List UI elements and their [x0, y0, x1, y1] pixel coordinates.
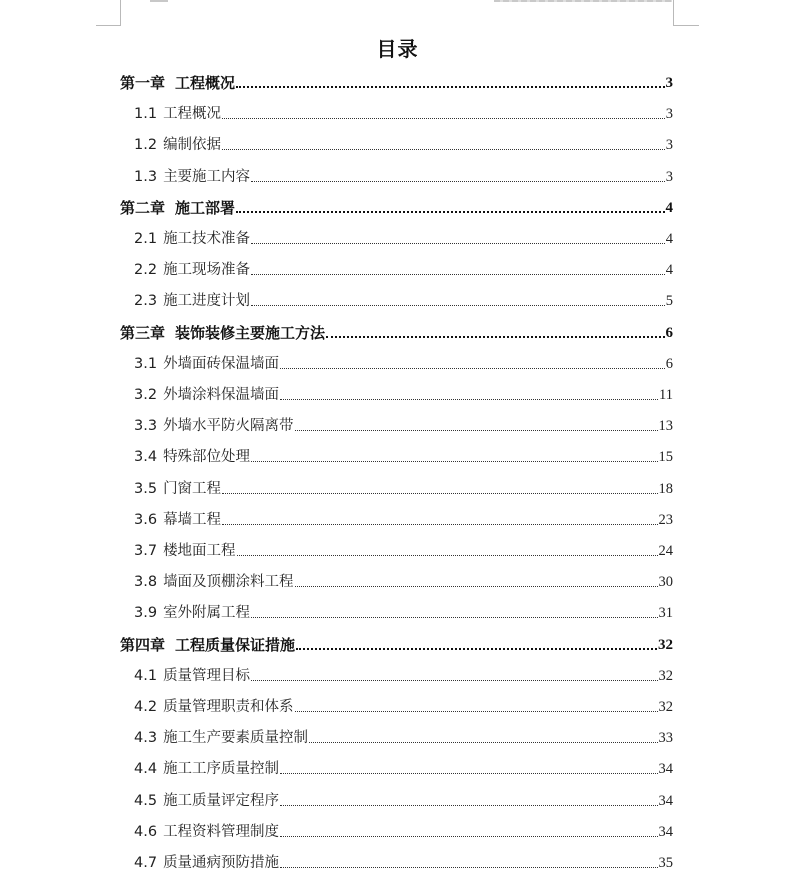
- toc-dot-leader: [251, 679, 657, 681]
- crop-mark-left-vertical: [120, 0, 121, 26]
- toc-dot-leader: [295, 429, 658, 431]
- toc-section-entry[interactable]: [134, 353, 673, 375]
- toc-section-entry[interactable]: [134, 509, 673, 531]
- toc-page-number: 6: [665, 325, 673, 341]
- toc-section-entry[interactable]: [134, 821, 673, 843]
- toc-page-number: 11: [659, 387, 673, 403]
- crop-mark-left-horizontal: [96, 25, 121, 26]
- toc-section-entry[interactable]: [134, 228, 673, 250]
- toc-entry-number: 1.3: [134, 169, 158, 185]
- toc-entry-number: 2.3: [134, 293, 158, 309]
- toc-section-entry[interactable]: [134, 727, 673, 749]
- toc-entry-text: 外墙水平防火隔离带: [163, 418, 294, 434]
- toc-title: 目录: [376, 37, 419, 61]
- toc-page-number: 32: [658, 637, 673, 653]
- toc-page-number: 15: [658, 449, 673, 465]
- toc-entry-text: 外墙面砖保温墙面: [163, 356, 280, 372]
- toc-page-number: 3: [665, 75, 673, 91]
- toc-entry-text: 工程概况: [175, 74, 236, 92]
- toc-chapter-entry[interactable]: [120, 72, 673, 94]
- toc-entry-text: 工程资料管理制度: [163, 824, 280, 840]
- toc-section-entry[interactable]: [134, 290, 673, 312]
- toc-entry-number: 3.6: [134, 512, 158, 528]
- toc-page-number: 4: [665, 262, 673, 278]
- toc-dot-leader: [236, 210, 664, 213]
- toc-entry-text: 施工技术准备: [163, 231, 251, 247]
- toc-entry-text: 质量管理职责和体系: [163, 699, 294, 715]
- toc-chapter-entry[interactable]: [120, 634, 673, 656]
- toc-dot-leader: [251, 460, 657, 462]
- toc-section-entry[interactable]: [134, 415, 673, 437]
- toc-entry-number: 4.3: [134, 730, 158, 746]
- toc-page-number: 3: [665, 169, 673, 185]
- toc-page-number: 5: [665, 293, 673, 309]
- toc-dot-leader: [222, 117, 665, 119]
- toc-entry-number: 3.4: [134, 449, 158, 465]
- toc-dot-leader: [251, 273, 665, 275]
- toc-entry-text: 装饰装修主要施工方法: [175, 324, 326, 342]
- toc-page-number: 34: [658, 761, 673, 777]
- toc-page-number: 33: [658, 730, 673, 746]
- toc-entry-text: 施工部署: [175, 199, 236, 217]
- toc-dot-leader: [236, 85, 664, 88]
- toc-dot-leader: [309, 741, 657, 743]
- toc-entry-number: 3.5: [134, 481, 158, 497]
- toc-entry-number: 第四章: [120, 636, 166, 654]
- toc-entry-number: 4.1: [134, 668, 158, 684]
- toc-section-entry[interactable]: [134, 665, 673, 687]
- header-fragment-right: [494, 0, 672, 2]
- toc-page-number: 23: [658, 512, 673, 528]
- toc-section-entry[interactable]: [134, 384, 673, 406]
- toc-entry-number: 3.1: [134, 356, 158, 372]
- toc-dot-leader: [326, 335, 664, 338]
- toc-page-number: 32: [658, 668, 673, 684]
- toc-page-number: 4: [665, 200, 673, 216]
- toc-entry-number: 3.9: [134, 605, 158, 621]
- toc-entry-text: 室外附属工程: [163, 605, 251, 621]
- toc-section-entry[interactable]: [134, 103, 673, 125]
- toc-entry-number: 1.2: [134, 137, 158, 153]
- crop-mark-right-vertical: [673, 0, 674, 26]
- toc-dot-leader: [251, 304, 665, 306]
- toc-page-number: 4: [665, 231, 673, 247]
- toc-section-entry[interactable]: [134, 446, 673, 468]
- toc-entry-text: 施工生产要素质量控制: [163, 730, 309, 746]
- toc-dot-leader: [251, 242, 665, 244]
- toc-page-number: 34: [658, 793, 673, 809]
- toc-entry-text: 特殊部位处理: [163, 449, 251, 465]
- toc-dot-leader: [295, 710, 658, 712]
- toc-entry-text: 施工质量评定程序: [163, 793, 280, 809]
- toc-entry-text: 编制依据: [163, 137, 222, 153]
- toc-dot-leader: [251, 180, 665, 182]
- toc-page-number: 32: [658, 699, 673, 715]
- toc-entry-number: 3.2: [134, 387, 158, 403]
- toc-section-entry[interactable]: [134, 478, 673, 500]
- toc-entry-text: 主要施工内容: [163, 169, 251, 185]
- toc-chapter-entry[interactable]: [120, 322, 673, 344]
- toc-page-number: 13: [658, 418, 673, 434]
- toc-dot-leader: [280, 804, 657, 806]
- toc-section-entry[interactable]: [134, 166, 673, 188]
- toc-dot-leader: [280, 398, 658, 400]
- toc-page-number: 6: [665, 356, 673, 372]
- toc-entry-text: 施工进度计划: [163, 293, 251, 309]
- toc-entry-number: 第二章: [120, 199, 166, 217]
- toc-page-number: 31: [658, 605, 673, 621]
- toc-section-entry[interactable]: [134, 696, 673, 718]
- toc-entry-number: 2.2: [134, 262, 158, 278]
- toc-entry-text: 墙面及顶棚涂料工程: [163, 574, 294, 590]
- toc-dot-leader: [295, 585, 658, 587]
- toc-entry-number: 3.3: [134, 418, 158, 434]
- toc-section-entry[interactable]: [134, 259, 673, 281]
- toc-page-number: 18: [658, 481, 673, 497]
- toc-page-number: 35: [658, 855, 673, 871]
- toc-page-number: 24: [658, 543, 673, 559]
- toc-section-entry[interactable]: [134, 852, 673, 874]
- toc-dot-leader: [237, 554, 658, 556]
- toc-entry-number: 2.1: [134, 231, 158, 247]
- toc-section-entry[interactable]: [134, 134, 673, 156]
- toc-page-number: 3: [665, 137, 673, 153]
- toc-dot-leader: [280, 772, 657, 774]
- toc-chapter-entry[interactable]: [120, 197, 673, 219]
- toc-section-entry[interactable]: [134, 602, 673, 624]
- toc-entry-text: 工程质量保证措施: [175, 636, 296, 654]
- toc-section-entry[interactable]: [134, 540, 673, 562]
- toc-page-number: 34: [658, 824, 673, 840]
- toc-entry-text: 楼地面工程: [163, 543, 236, 559]
- toc-entry-text: 质量通病预防措施: [163, 855, 280, 871]
- toc-entry-text: 幕墙工程: [163, 512, 222, 528]
- toc-entry-text: 工程概况: [163, 106, 222, 122]
- toc-section-entry[interactable]: [134, 790, 673, 812]
- toc-entry-number: 第一章: [120, 74, 166, 92]
- toc-dot-leader: [222, 523, 657, 525]
- toc-entry-number: 1.1: [134, 106, 158, 122]
- toc-dot-leader: [280, 835, 657, 837]
- toc-entry-text: 门窗工程: [163, 481, 222, 497]
- header-fragment-left: [150, 0, 168, 2]
- toc-entry-number: 3.8: [134, 574, 158, 590]
- toc-dot-leader: [280, 367, 665, 369]
- crop-mark-right-horizontal: [673, 25, 699, 26]
- toc-page-number: 30: [658, 574, 673, 590]
- toc-entry-number: 第三章: [120, 324, 166, 342]
- toc-entry-number: 4.2: [134, 699, 158, 715]
- toc-entry-number: 4.6: [134, 824, 158, 840]
- toc-entry-text: 外墙涂料保温墙面: [163, 387, 280, 403]
- toc-entry-number: 4.7: [134, 855, 158, 871]
- toc-dot-leader: [280, 866, 657, 868]
- toc-entry-text: 施工现场准备: [163, 262, 251, 278]
- toc-dot-leader: [222, 148, 665, 150]
- toc-dot-leader: [251, 616, 657, 618]
- toc-entry-number: 3.7: [134, 543, 158, 559]
- toc-entry-text: 施工工序质量控制: [163, 761, 280, 777]
- toc-section-entry[interactable]: [134, 758, 673, 780]
- toc-entry-number: 4.4: [134, 761, 158, 777]
- toc-dot-leader: [296, 647, 657, 650]
- toc-dot-leader: [222, 492, 657, 494]
- toc-entry-text: 质量管理目标: [163, 668, 251, 684]
- toc-entry-number: 4.5: [134, 793, 158, 809]
- toc-page-number: 3: [665, 106, 673, 122]
- toc-section-entry[interactable]: [134, 571, 673, 593]
